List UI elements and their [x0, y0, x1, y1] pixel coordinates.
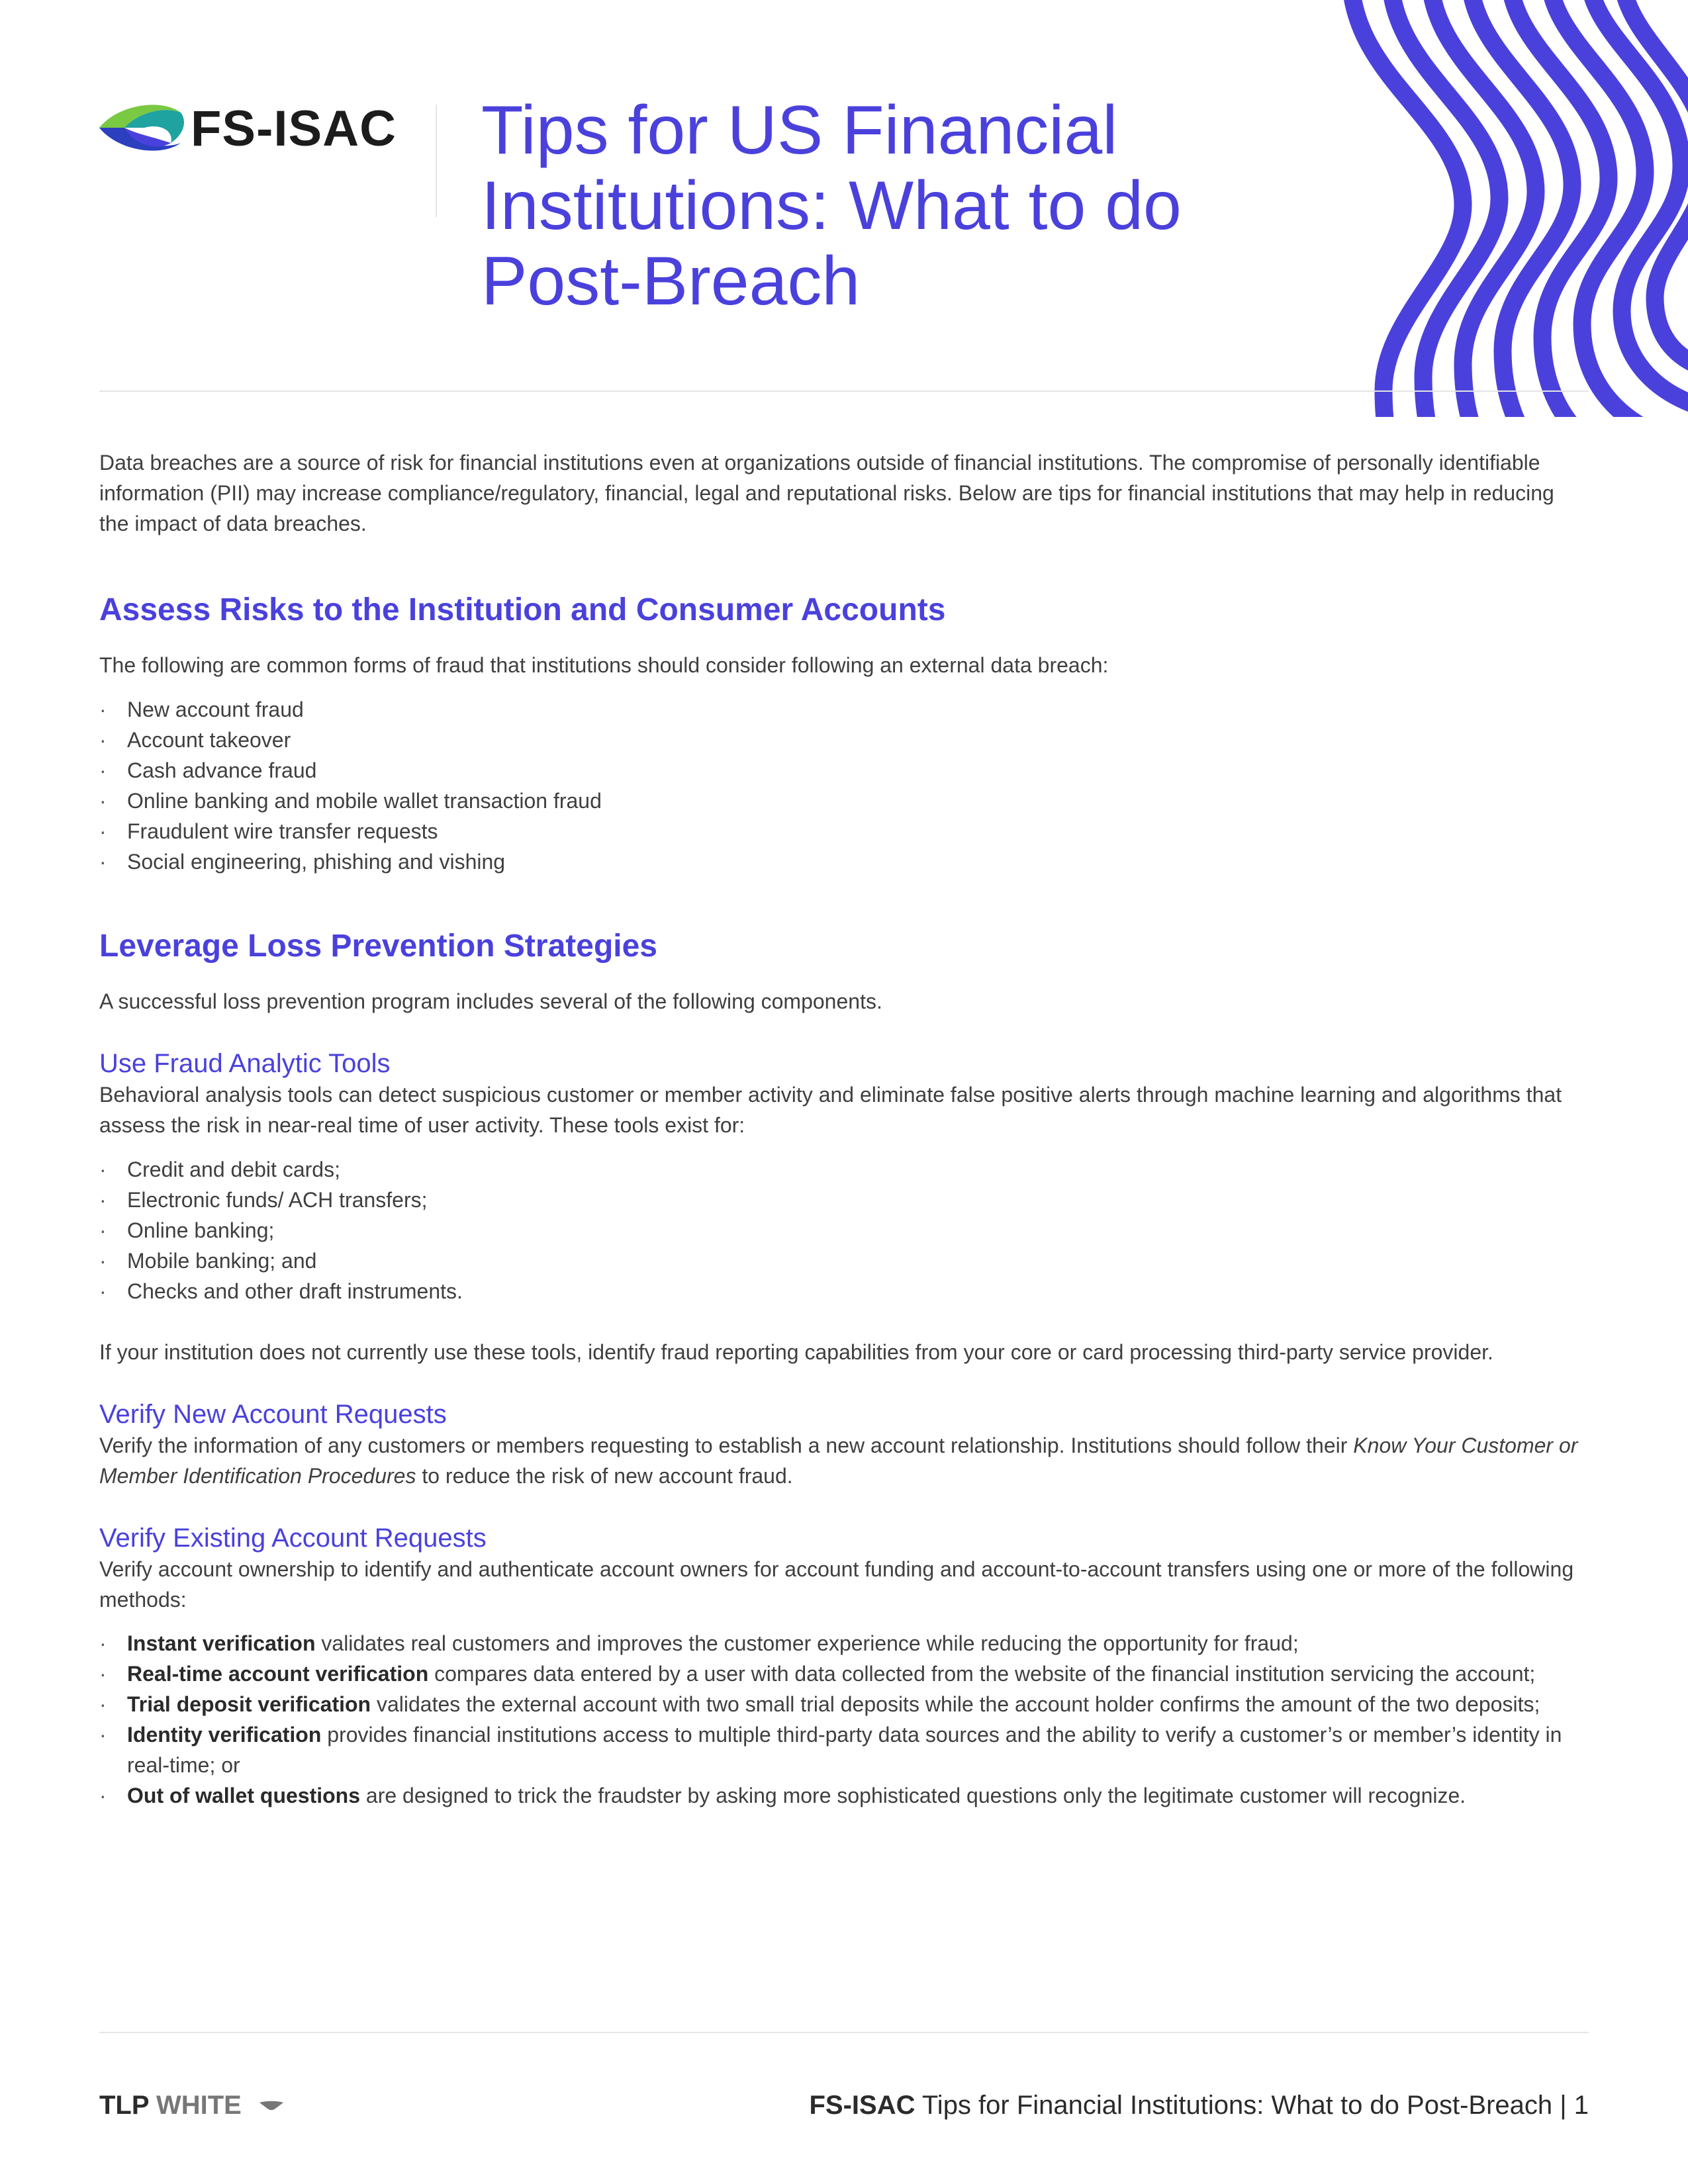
- footer-separator: |: [1552, 2091, 1574, 2120]
- list-item: · Checks and other draft instruments.: [99, 1279, 463, 1303]
- procedure-name: Know Your Customer or Member Identification Procedures: [99, 1433, 1578, 1488]
- subheading-verify-existing-accounts: Verify Existing Account Requests: [99, 1524, 487, 1553]
- list-item: · Mobile banking; and: [99, 1249, 317, 1273]
- tlp-classification: [99, 2089, 285, 2122]
- page-title: [481, 93, 1355, 319]
- section-heading-loss-prevention: Leverage Loss Prevention Strategies: [99, 929, 657, 964]
- list-item: · Real-time account verification compares data entered by a user with data collected from the website of the financial institution servicing the account;: [99, 1662, 1536, 1686]
- section-lead: The following are common forms of fraud that institutions should consider following an external data breach:: [99, 653, 1109, 677]
- fraud-tools-closing: If your institution does not currently use these tools, identify fraud reporting capabilities from your core or card processing third-party service provider.: [99, 1340, 1493, 1364]
- list-item: · Credit and debit cards;: [99, 1158, 340, 1181]
- page-number: 1: [1573, 2091, 1589, 2120]
- list-item: · Out of wallet questions are designed to trick the fraudster by asking more sophisticated questions only the legitimate customer will recognize.: [99, 1784, 1466, 1807]
- list-item: · Instant verification validates real customers and improves the customer experience while reducing the opportunity for fraud;: [99, 1631, 1299, 1655]
- tlp-level: WHITE: [156, 2091, 242, 2120]
- list-item: · Identity verification provides financial institutions access to multiple third-party data sources and the ability to verify a customer’s or member’s identity in real-time; or: [99, 1723, 1562, 1777]
- tlp-indicator-icon: [258, 2099, 285, 2114]
- list-item: · Fraudulent wire transfer requests: [99, 819, 438, 843]
- decorative-swirl: [1311, 0, 1688, 417]
- list-item: · Social engineering, phishing and vishing: [99, 850, 506, 874]
- footer-org: FS-ISAC: [809, 2091, 915, 2120]
- list-item: · Electronic funds/ ACH transfers;: [99, 1188, 428, 1212]
- fraud-tools-body: Behavioral analysis tools can detect suspicious customer or member activity and eliminate false positive alerts through machine learning and algorithms that assess the risk in near-real time of user activity. These tools exist for:: [99, 1083, 1562, 1137]
- list-item: · Online banking and mobile wallet transaction fraud: [99, 789, 602, 813]
- title-line: Tips for US Financial: [481, 92, 1118, 169]
- verification-methods-list: [99, 1628, 1589, 1811]
- footer-doc-title: Tips for Financial Institutions: What to do Post-Breach: [915, 2091, 1553, 2120]
- list-item: · Account takeover: [99, 728, 291, 752]
- section-heading-assess-risks: Assess Risks to the Institution and Consumer Accounts: [99, 592, 946, 627]
- tlp-label: TLP: [99, 2091, 149, 2120]
- list-item: · Trial deposit verification validates the external account with two small trial deposits while the account holder confirms the amount of the two deposits;: [99, 1692, 1540, 1716]
- verify-new-body: Verify the information of any customers or members requesting to establish a new account relationship. Institutions should follow their Know Your Customer or Member Identification Procedures to reduce the risk of new account fraud.: [99, 1433, 1578, 1488]
- title-line: Post-Breach: [481, 243, 861, 320]
- verify-existing-body: Verify account ownership to identify and authenticate account owners for account funding and account-to-account transfers using one or more of the following methods:: [99, 1557, 1574, 1612]
- logo-wordmark: FS-ISAC: [191, 101, 397, 157]
- footer-divider: [99, 2032, 1589, 2033]
- subheading-fraud-analytic-tools: Use Fraud Analytic Tools: [99, 1049, 391, 1078]
- footer-document-title: [809, 2089, 1589, 2122]
- list-item: · Cash advance fraud: [99, 758, 317, 782]
- subheading-verify-new-accounts: Verify New Account Requests: [99, 1400, 447, 1429]
- title-divider: [436, 105, 437, 217]
- intro-paragraph: Data breaches are a source of risk for financial institutions even at organizations outside of financial institutions. The compromise of personally identifiable information (PII) may increase compliance/regulatory, financial, legal and reputational risks. Below are tips for financial institutions that may help in reducing the impact of data breaches.: [99, 451, 1554, 535]
- fraud-tools-list: [99, 1154, 1589, 1306]
- list-item: · New account fraud: [99, 698, 304, 721]
- fraud-types-list: [99, 694, 1589, 877]
- title-line: Institutions: What to do: [481, 167, 1182, 244]
- list-item: · Online banking;: [99, 1218, 275, 1242]
- section-lead: A successful loss prevention program includes several of the following components.: [99, 989, 882, 1013]
- header-divider: [99, 390, 1589, 392]
